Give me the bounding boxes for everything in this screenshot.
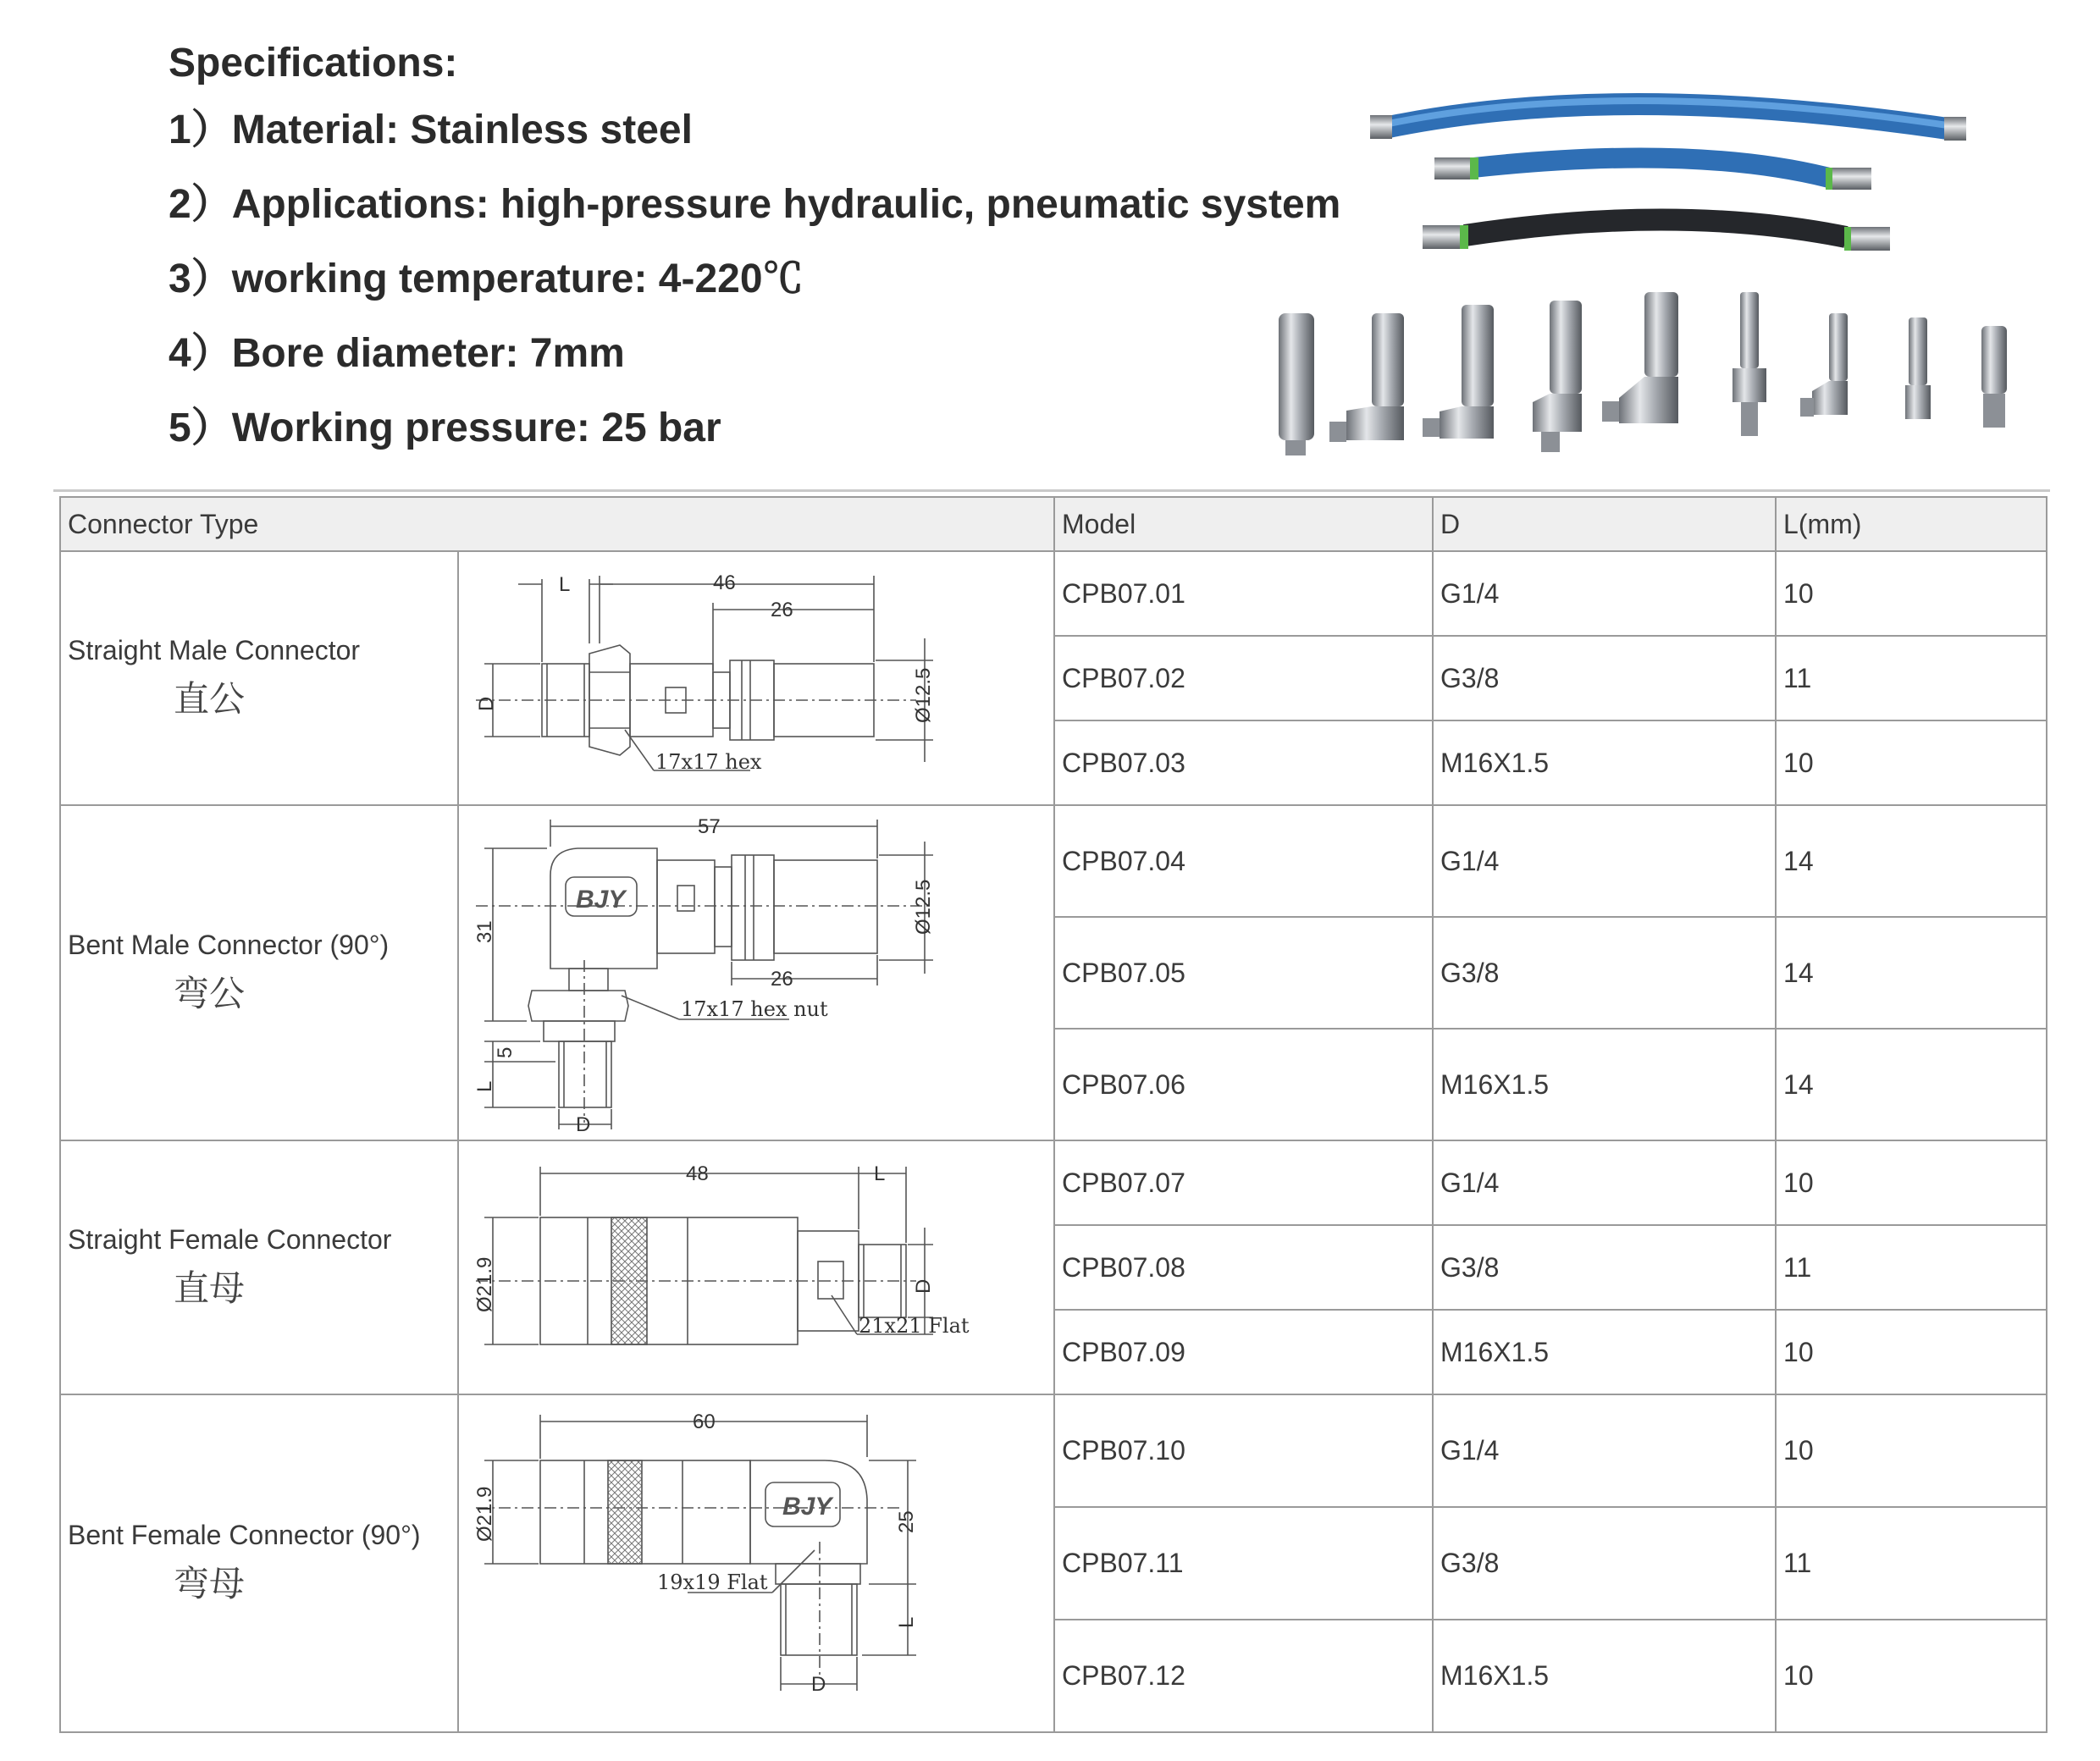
table-row xyxy=(60,551,2047,636)
header-connector-type: Connector Type xyxy=(60,497,1054,551)
dim-diameter-label: Ø21.9 xyxy=(473,1486,496,1542)
model-cell: CPB07.02 xyxy=(1054,636,1433,720)
model-cell: CPB07.09 xyxy=(1054,1310,1433,1394)
divider-line xyxy=(53,489,2050,492)
black-hose xyxy=(1423,219,1890,251)
dim-46-label: 46 xyxy=(713,571,736,594)
d-cell: G1/4 xyxy=(1433,551,1776,636)
spec-working-temperature: 3）working temperature: 4-220℃ xyxy=(169,257,804,301)
blue-hose-short xyxy=(1434,157,1871,190)
specifications xyxy=(169,34,1341,466)
dim-l-label: L xyxy=(473,1080,496,1092)
dim-diameter-label: Ø12.5 xyxy=(912,667,935,723)
model-cell: CPB07.06 xyxy=(1054,1029,1433,1140)
flat-note: 19x19 Flat xyxy=(657,1570,768,1594)
dim-31-label: 31 xyxy=(473,920,496,943)
d-cell: M16X1.5 xyxy=(1433,1620,1776,1732)
header-model: Model xyxy=(1054,497,1433,551)
fittings-row xyxy=(1279,292,2007,455)
l-cell: 11 xyxy=(1776,1225,2047,1310)
dim-diameter-label: Ø21.9 xyxy=(473,1256,496,1312)
type-name-en: Bent Female Connector (90°) xyxy=(68,1520,421,1550)
hex-note: 17x17 hex xyxy=(655,750,762,774)
model-cell: CPB07.04 xyxy=(1054,805,1433,917)
drawing-bent-male xyxy=(458,805,1054,1140)
spec-working-pressure: 5）Working pressure: 25 bar xyxy=(169,406,721,450)
logo-bjy: BJY xyxy=(576,886,626,914)
dim-57-label: 57 xyxy=(698,815,721,838)
dim-l-label: L xyxy=(874,1162,886,1185)
product-photo xyxy=(1253,76,2066,466)
specifications-title: Specifications: xyxy=(169,41,458,86)
dim-d-label: D xyxy=(912,1278,935,1294)
header-d: D xyxy=(1433,497,1776,551)
dim-l-label: L xyxy=(895,1616,918,1628)
bent-female-drawing xyxy=(459,1398,1052,1730)
spec-bore-diameter: 4）Bore diameter: 7mm xyxy=(169,331,625,376)
d-cell: M16X1.5 xyxy=(1433,720,1776,805)
dim-60-label: 60 xyxy=(693,1410,716,1433)
l-cell: 10 xyxy=(1776,1310,2047,1394)
type-straight-female xyxy=(60,1140,458,1394)
flat-note: 21x21 Flat xyxy=(859,1314,970,1338)
dim-diameter-label: Ø12.5 xyxy=(912,879,935,935)
type-bent-female xyxy=(60,1394,458,1732)
drawing-straight-female xyxy=(458,1140,1054,1394)
dim-25-label: 25 xyxy=(895,1510,918,1533)
model-cell: CPB07.03 xyxy=(1054,720,1433,805)
d-cell: G3/8 xyxy=(1433,636,1776,720)
dim-26-label: 26 xyxy=(771,968,793,991)
d-cell: G1/4 xyxy=(1433,1140,1776,1225)
type-name-en: Straight Female Connector xyxy=(68,1223,392,1255)
connector-spec-table xyxy=(59,496,2048,1733)
table-row xyxy=(60,1140,2047,1225)
drawing-straight-male xyxy=(458,551,1054,805)
dim-26-label: 26 xyxy=(771,599,793,621)
blue-hose-long xyxy=(1370,101,1966,141)
l-cell: 10 xyxy=(1776,1140,2047,1225)
spec-material: 1）Material: Stainless steel xyxy=(169,108,693,152)
model-cell: CPB07.08 xyxy=(1054,1225,1433,1310)
table-header-row xyxy=(60,497,2047,551)
straight-male-drawing xyxy=(459,554,1052,803)
l-cell: 10 xyxy=(1776,551,2047,636)
l-cell: 10 xyxy=(1776,720,2047,805)
dim-d-label: D xyxy=(576,1113,591,1136)
l-cell: 14 xyxy=(1776,917,2047,1029)
type-straight-male xyxy=(60,551,458,805)
dim-d-label: D xyxy=(475,696,498,711)
model-cell: CPB07.01 xyxy=(1054,551,1433,636)
type-name-en: Bent Male Connector (90°) xyxy=(68,929,390,960)
dim-5-label: 5 xyxy=(494,1046,517,1058)
d-cell: G3/8 xyxy=(1433,917,1776,1029)
d-cell: G1/4 xyxy=(1433,805,1776,917)
spec-applications: 2）Applications: high-pressure hydraulic, pneumatic system xyxy=(169,182,1341,227)
type-name-zh: 弯母 xyxy=(174,1563,246,1604)
l-cell: 11 xyxy=(1776,1507,2047,1620)
l-cell: 10 xyxy=(1776,1620,2047,1732)
type-name-zh: 直母 xyxy=(174,1267,246,1309)
dim-l-label: L xyxy=(559,573,571,596)
bent-male-drawing xyxy=(459,808,1052,1138)
model-cell: CPB07.07 xyxy=(1054,1140,1433,1225)
type-name-zh: 直公 xyxy=(174,677,246,720)
model-cell: CPB07.12 xyxy=(1054,1620,1433,1732)
l-cell: 11 xyxy=(1776,636,2047,720)
straight-female-drawing xyxy=(459,1143,1052,1392)
hex-nut-note: 17x17 hex nut xyxy=(681,997,828,1021)
d-cell: G1/4 xyxy=(1433,1394,1776,1507)
table-row xyxy=(60,805,2047,917)
model-cell: CPB07.10 xyxy=(1054,1394,1433,1507)
d-cell: M16X1.5 xyxy=(1433,1310,1776,1394)
model-cell: CPB07.11 xyxy=(1054,1507,1433,1620)
type-name-zh: 弯公 xyxy=(174,972,246,1014)
d-cell: G3/8 xyxy=(1433,1225,1776,1310)
header-l: L(mm) xyxy=(1776,497,2047,551)
dim-d-label: D xyxy=(811,1672,826,1696)
type-bent-male xyxy=(60,805,458,1140)
d-cell: M16X1.5 xyxy=(1433,1029,1776,1140)
table-row xyxy=(60,1394,2047,1507)
l-cell: 14 xyxy=(1776,1029,2047,1140)
l-cell: 10 xyxy=(1776,1394,2047,1507)
drawing-bent-female xyxy=(458,1394,1054,1732)
type-name-en: Straight Male Connector xyxy=(68,634,361,665)
d-cell: G3/8 xyxy=(1433,1507,1776,1620)
l-cell: 14 xyxy=(1776,805,2047,917)
logo-bjy: BJY xyxy=(782,1492,832,1521)
dim-48-label: 48 xyxy=(686,1162,709,1185)
model-cell: CPB07.05 xyxy=(1054,917,1433,1029)
